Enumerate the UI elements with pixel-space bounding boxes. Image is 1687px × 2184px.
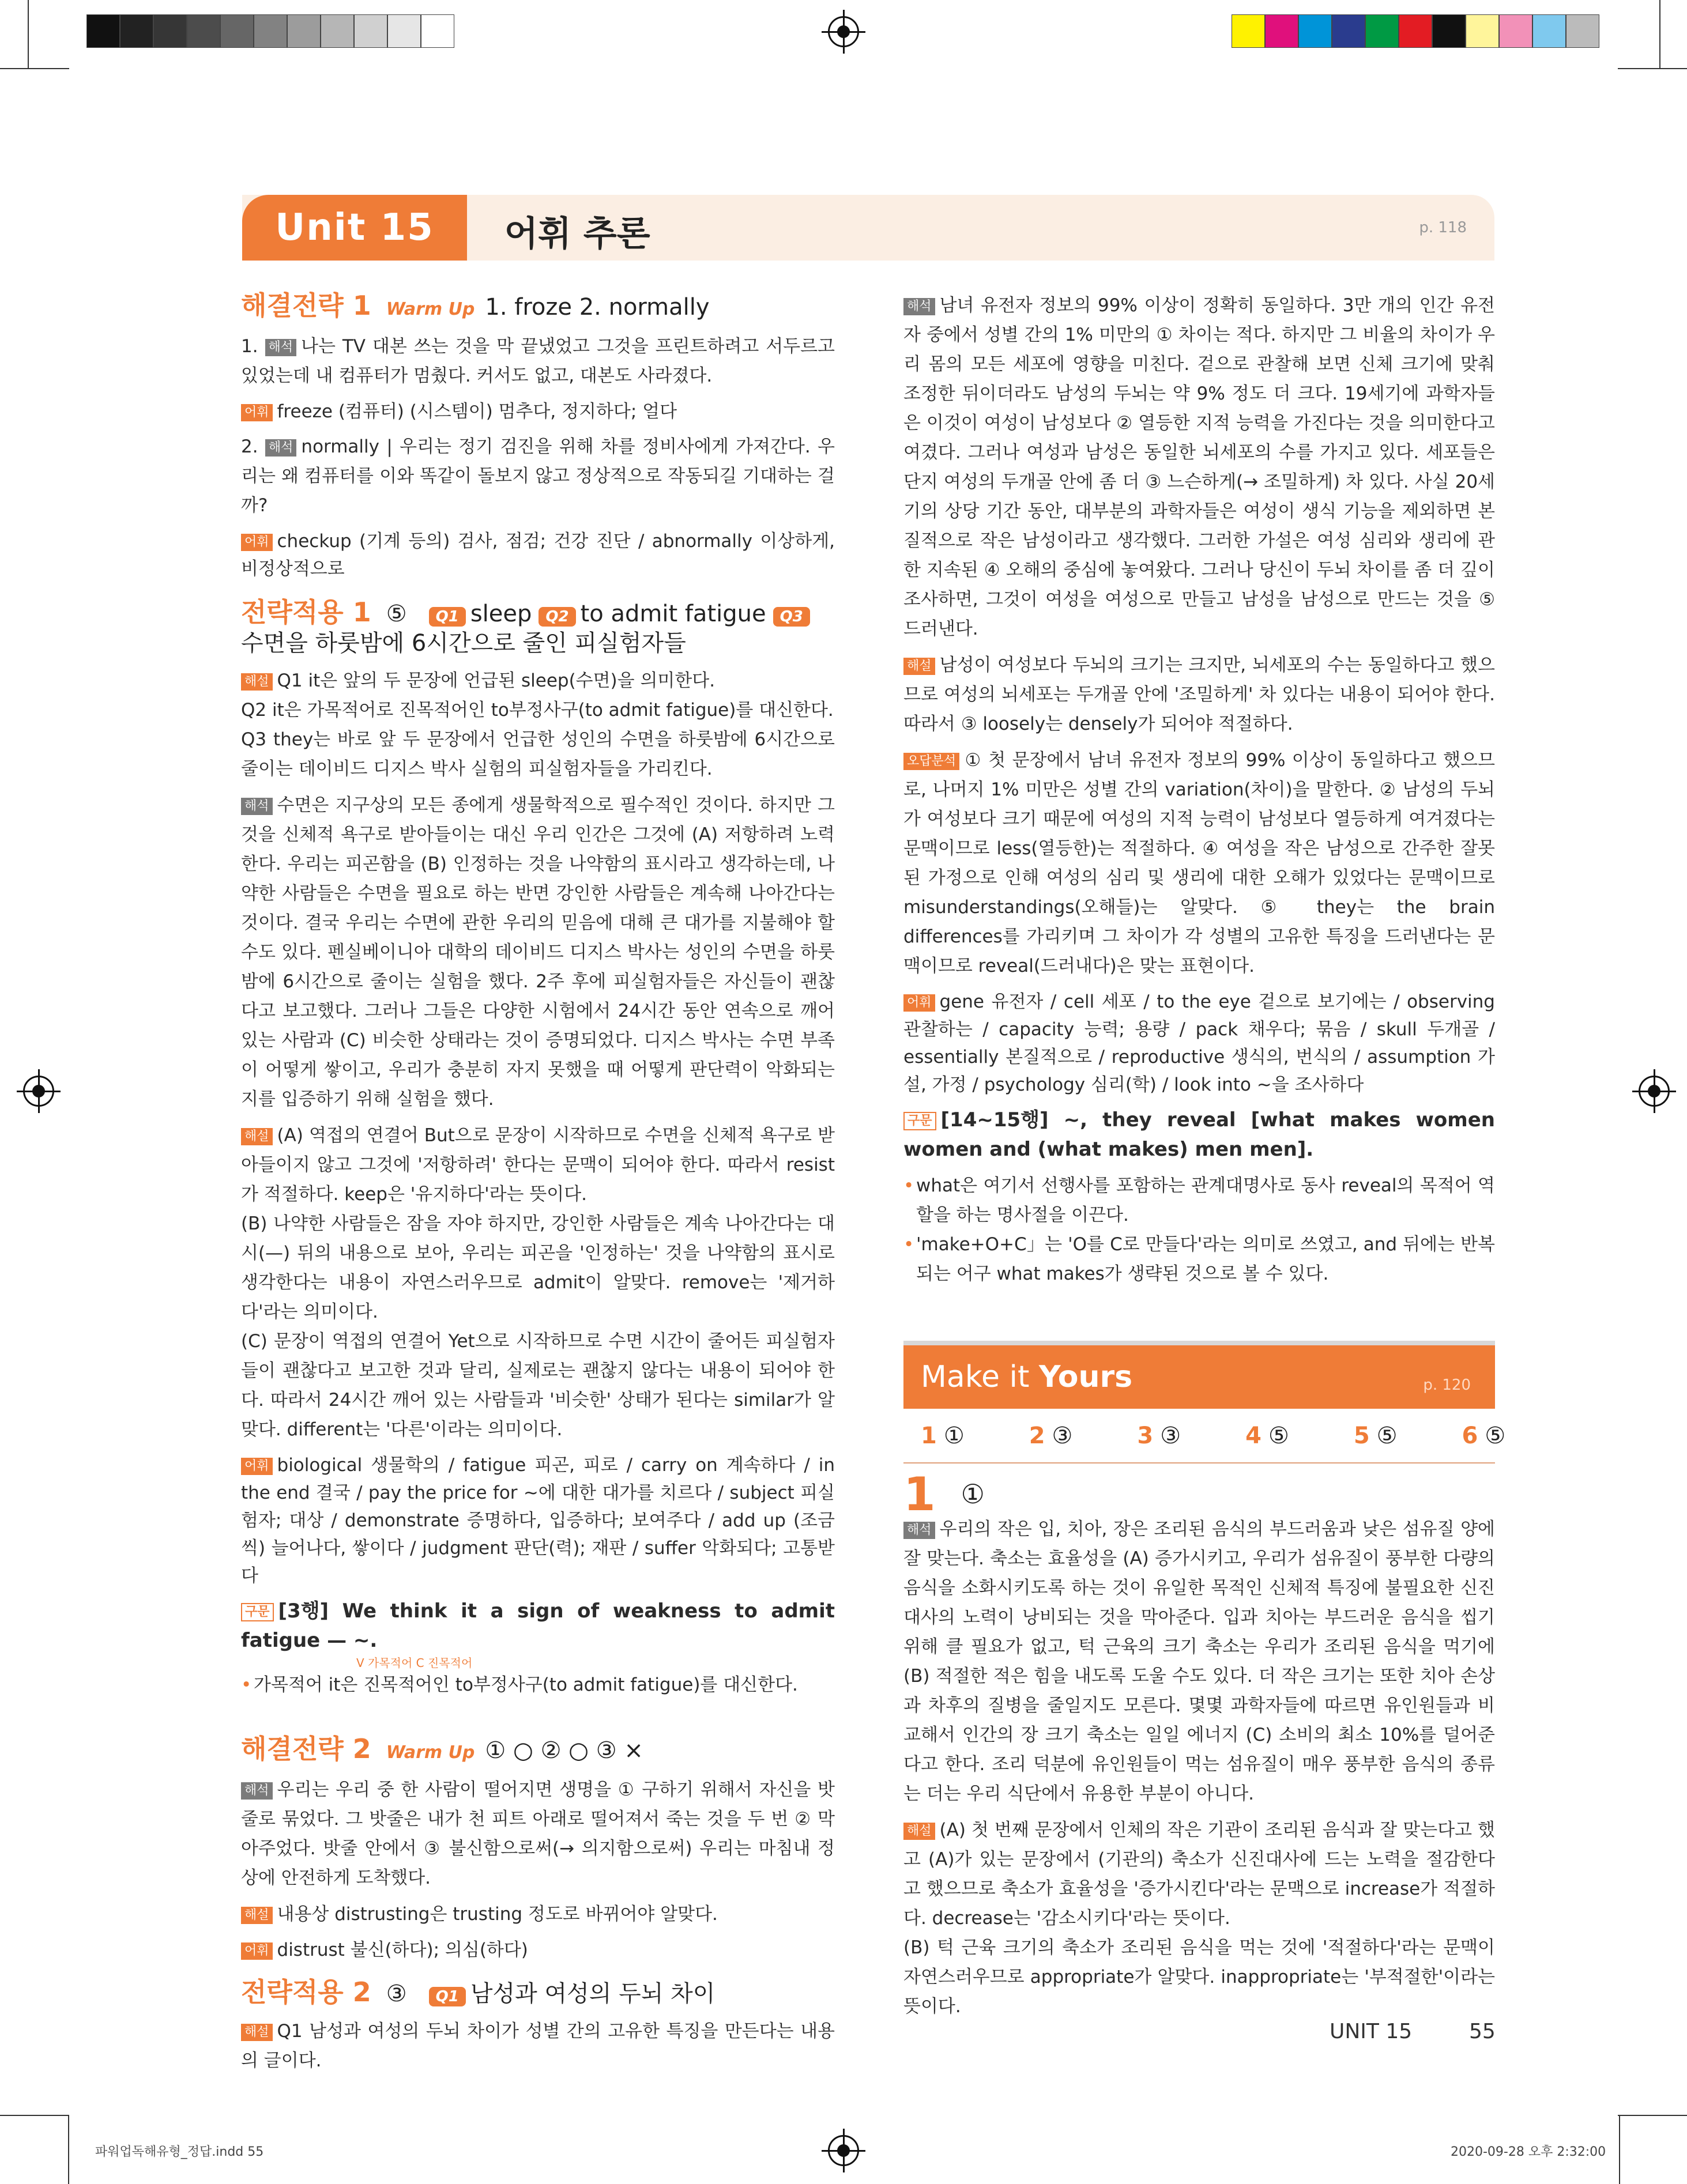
crop-mark	[1619, 2115, 1620, 2184]
print-timestamp: 2020-09-28 오후 2:32:00	[1451, 2145, 1606, 2159]
make-it-yours-title: Make it Yours	[921, 1359, 1133, 1394]
question-tag: Q1	[429, 1987, 466, 2006]
section-title: 전략적용 1	[241, 597, 371, 628]
question-tag: Q3	[773, 607, 810, 627]
section-title: 해결전략 1	[241, 290, 371, 321]
grammar-sentence: [3행] We think it a sign of weakness to admit fatigue — ~.	[241, 1600, 835, 1652]
answer-key-item: 1 ①	[921, 1423, 965, 1449]
file-slug: 파워업독해유형_정답.indd 55	[95, 2145, 264, 2159]
unit-title: 어휘 추론	[504, 214, 650, 254]
explanation: 해설 (A) 역접의 연결어 But으로 문장이 시작하므로 수면을 신체적 욕구로 받아들이지 않고 그것에 '저항하려' 한다는 문맥이 되어야 한다. 따라서 resist가 적절하다. keep은 '유지하다'라는 뜻이다.	[241, 1125, 835, 1205]
question-answer: ①	[961, 1478, 985, 1510]
crop-mark	[0, 68, 69, 69]
vocab-note: 어휘 gene 유전자 / cell 세포 / to the eye 겉으로 보기에는 / observing 관찰하는 / capacity 능력; 용량 / pack 채우다; 묶음 / skull 두개골 / essentially 본질적으로 / reproductive 생식의, 번식의 / assumption 가설, 가정 / psychology 심리(학) / look into ~을 조사하다	[903, 991, 1495, 1095]
section-title: 전략적용 2	[241, 1976, 371, 2008]
paragraph: 2. 해석 normally | 우리는 정기 검진을 위해 차를 정비사에게 가져간다. 우리는 왜 컴퓨터를 이와 똑같이 돌보지 않고 정상적으로 작동되길 기대하는 걸까?	[241, 436, 835, 516]
question-tag: Q1	[429, 607, 466, 627]
explanation: 해설 남성이 여성보다 두뇌의 크기는 크지만, 뇌세포의 수는 동일하다고 했으므로 여성의 뇌세포는 두개골 안에 '조밀하게' 차 있다는 내용이 되어야 한다. 따라서 ③ loosely는 densely가 되어야 적절하다.	[903, 655, 1495, 734]
answer-key-item: 2 ③	[1029, 1423, 1073, 1449]
left-column	[241, 291, 835, 2083]
unit-label: Unit 15	[242, 195, 467, 261]
answer: ③	[386, 1981, 407, 2007]
grammar-line	[903, 1106, 1495, 1164]
question-tag: Q2	[539, 607, 575, 627]
make-it-yours-banner	[903, 1341, 1495, 1409]
explanation: 해설 (A) 첫 번째 문장에서 인체의 작은 기관이 조리된 음식과 잘 맞는다고 했고 (A)가 있는 문장에서 (기관의) 축소가 신진대사에 드는 노력을 절감한다고 했으므로 축소가 효율성을 '증가시킨다'라는 문맥으로 increase가 적절하다. decrease는 '감소시키다'라는 뜻이다.	[903, 1820, 1495, 1929]
registration-mark-icon	[23, 1076, 54, 1107]
warmup-answer: ① ○ ② ○ ③ ×	[485, 1737, 643, 1764]
section-strategy-2	[241, 1734, 835, 1767]
question-answer: sleep	[470, 601, 532, 627]
grammar-tag: 구문	[903, 1112, 936, 1130]
vocab-note: 어휘 distrust 불신(하다); 의심(하다)	[241, 1936, 835, 1964]
translation: 해석 수면은 지구상의 모든 종에게 생물학적으로 필수적인 것이다. 하지만 그것을 신체적 욕구로 받아들이는 대신 우리 인간은 그것에 (A) 저항하려 노력한다. 우리는 피곤함을 (B) 인정하는 것을 나약함의 표시라고 생각하는데, 나약한 사람들은 수면을 필요로 하는 반면 강인한 사람들은 계속해 나아간다는 것이다. 결국 우리는 수면에 관한 우리의 믿음에 대해 큰 대가를 지불해야 할 수도 있다. 펜실베이니아 대학의 데이비드 디지스 박사는 성인의 수면을 하룻밤에 6시간으로 줄이는 실험을 했다. 2주 후에 피실험자들은 자신들이 괜찮다고 보고했다. 그러나 그들은 다양한 시험에서 24시간 동안 연속으로 깨어 있는 사람과 (C) 비슷한 상태라는 것이 증명되었다. 디지스 박사는 수면 부족이 어떻게 쌓이고, 우리가 충분히 자지 못했을 때 어떻게 판단력이 악화되는지를 입증하기 위해 실험을 했다.	[241, 795, 835, 1110]
warmup-label: Warm Up	[386, 1742, 475, 1763]
crop-mark	[1618, 68, 1687, 69]
explanation: (B) 턱 근육 크기의 축소가 조리된 음식을 먹는 것에 '적절하다'라는 문맥이 자연스러우므로 appropriate가 알맞다. inappropriate는 '부적절한'이라는 뜻이다.	[903, 1937, 1495, 2017]
grammar-sentence: [14~15행] ~, they reveal [what makes women women and (what makes) men men].	[903, 1108, 1495, 1161]
explanation: Q3 they는 바로 앞 두 문장에서 언급한 성인의 수면을 하룻밤에 6시간으로 줄이는 데이비드 디지스 박사 실험의 피실험자들을 가리킨다.	[241, 729, 835, 779]
grammar-line	[241, 1597, 835, 1655]
right-column	[903, 291, 1506, 2021]
paragraph: 1. 해석 나는 TV 대본 쓰는 것을 막 끝냈었고 그것을 프린트하려고 서두르고 있었는데 내 컴퓨터가 멈췄다. 커서도 없고, 대본도 사라졌다.	[241, 336, 835, 386]
question-answer: 남성과 여성의 두뇌 차이	[470, 1981, 716, 2007]
warmup-label: Warm Up	[386, 299, 475, 319]
translation: 해석 남녀 유전자 정보의 99% 이상이 정확히 동일하다. 3만 개의 인간 유전자 중에서 성별 간의 1% 미만의 ① 차이는 적다. 하지만 그 비율의 차이가 우리 몸의 모든 세포에 영향을 미친다. 겉으로 관찰해 보면 신체 크기에 맞춰 조정한 뒤이더라도 남성의 두뇌는 약 9% 정도 더 크다. 19세기에 과학자들은 이것이 여성이 남성보다 ② 열등한 지적 능력을 가진다는 것을 의미한다고 여겼다. 그러나 여성과 남성은 동일한 뇌세포의 수를 가지고 있다. 세포들은 단지 여성의 두개골 안에 좀 더 ③ 느슨하게(→ 조밀하게) 차 있다. 사실 20세기의 상당 기간 동안, 대부분의 과학자들은 여성이 생식 기능을 제외하면 본질적으로 작은 남성이라고 생각했다. 그러한 가설은 여성 심리와 생리에 관한 지속된 ④ 오해의 중심에 놓여왔다. 그러나 당신이 두뇌 차이를 좀 더 깊이 조사하면, 그것이 여성을 여성으로 만들고 남성을 남성으로 만드는 것을 ⑤ 드러낸다.	[903, 295, 1495, 639]
grammar-labels: V 가목적어 C 진목적어	[356, 1656, 473, 1670]
crop-mark	[68, 2115, 69, 2184]
grammar-note: • 가목적어 it은 진목적어인 to부정사구(to admit fatigue)를 대신한다.	[241, 1670, 835, 1700]
vocab-note: 어휘 biological 생물학의 / fatigue 피곤, 피로 / carry on 계속하다 / in the end 결국 / pay the price for ~에 대한 대가를 치르다 / subject 피실험자; 대상 / demonstrate 증명하다, 입증하다; 보여주다 / add up (조금씩) 늘어나다, 쌓이다 / judgment 판단(력); 재판 / suffer 악화되다; 고통받다	[241, 1455, 835, 1586]
explanation: 해설 Q1 it은 앞의 두 문장에 언급된 sleep(수면)을 의미한다.	[241, 666, 835, 696]
explanation: (B) 나약한 사람들은 잠을 자야 하지만, 강인한 사람들은 계속 나아간다는 대시(—) 뒤의 내용으로 보아, 우리는 피곤을 '인정하는' 것을 나약함의 표시로 생각한다는 내용이 자연스러우므로 admit이 알맞다. remove는 '제거하다'라는 의미이다.	[241, 1213, 835, 1322]
answer-key-item: 3 ③	[1137, 1423, 1181, 1449]
crop-mark	[28, 0, 29, 69]
translation: 해석 우리의 작은 입, 치아, 장은 조리된 음식의 부드러움과 낮은 섬유질 양에 잘 맞는다. 축소는 효율성을 (A) 증가시키고, 우리가 섬유질이 풍부한 다량의 음식을 소화시키도록 하는 것이 유일한 목적인 신체적 특징에 불필요한 신진대사의 노력이 낭비되는 것을 막아준다. 입과 치아는 부드러운 음식을 씹기 위해 클 필요가 없고, 턱 근육의 크기 축소는 우리가 조리된 음식을 먹기에 (B) 적절한 적은 힘을 내도록 도울 수도 있다. 더 작은 크기는 또한 치아 손상과 차후의 질병을 줄일지도 모른다. 몇몇 과학자들에 따르면 유인원들과 비교해서 인간의 장 크기 축소는 일일 에너지 (C) 소비의 최소 10%를 덜어준다고 한다. 조리 덕분에 유인원들이 먹는 섬유질이 매우 풍부한 음식의 종류는 더는 우리 식단에서 유용한 부분이 아니다.	[903, 1519, 1495, 1804]
explanation: 해설 Q1 남성과 여성의 두뇌 차이가 성별 간의 고유한 특징을 만든다는 내용의 글이다.	[241, 2021, 835, 2071]
wrong-answer-analysis: 오답분석 ① 첫 문장에서 남녀 유전자 정보의 99% 이상이 동일하다고 했으므로, 나머지 1% 미만은 성별 간의 variation(차이)을 말한다. ② 남성의 두뇌가 여성보다 크기 때문에 여성의 지적 능력이 남성보다 열등하게 여겨졌다는 문맥이므로 less(열등한)는 적절하다. ④ 여성을 작은 남성으로 간주한 잘못된 가정으로 인해 여성의 심리 및 생리에 대한 오해가 있었다는 문맥이므로 misunderstandings(오해들)는 알맞다. ⑤ they는 the brain differences를 가리키며 그 차이가 각 성별의 고유한 특징을 드러낸다는 문맥이므로 reveal(드러내다)은 맞는 표현이다.	[903, 750, 1495, 976]
page-reference: p. 118	[1419, 219, 1467, 236]
question-answer: to admit fatigue	[580, 601, 766, 627]
registration-mark-icon	[828, 2135, 859, 2166]
unit-header	[242, 195, 1494, 261]
page-number: 55	[1469, 2020, 1496, 2043]
answer-key-item: 5 ⑤	[1353, 1423, 1398, 1449]
vocab-note: 어휘 freeze (컴퓨터) (시스템이) 멈추다, 정지하다; 얼다	[241, 398, 835, 425]
explanation: Q2 it은 가목적어로 진목적어인 to부정사구(to admit fatigue)를 대신한다.	[241, 700, 834, 721]
question-heading: 1 ①	[903, 1468, 985, 1521]
warmup-answer: 1. froze 2. normally	[485, 294, 710, 320]
section-application-2	[241, 1978, 835, 2009]
explanation: (C) 문장이 역접의 연결어 Yet으로 시작하므로 수면 시간이 줄어든 피실험자들이 괜찮다고 보고한 것과 달리, 실제로는 괜찮지 않다는 내용이 되어야 한다. 따라서 24시간 깨어 있는 사람들과 '비슷한' 상태가 된다는 similar가 알맞다. different는 '다른'이라는 의미이다.	[241, 1331, 835, 1440]
question-answer: 수면을 하룻밤에 6시간으로 줄인 피실험자들	[241, 630, 686, 657]
grammar-note: • 'make+O+C」는 'O를 C로 만들다'라는 의미로 쓰였고, and 뒤에는 반복되는 어구 what makes가 생략된 것으로 볼 수 있다.	[903, 1230, 1495, 1289]
page-reference: p. 120	[1423, 1376, 1471, 1394]
section-title: 해결전략 2	[241, 1733, 371, 1764]
crop-mark	[0, 2115, 69, 2116]
grammar-note: • what은 여기서 선행사를 포함하는 관계대명사로 동사 reveal의 목적어 역할을 하는 명사절을 이끈다.	[903, 1171, 1495, 1230]
answer-key-row	[903, 1409, 1506, 1463]
explanation: 해설 내용상 distrusting은 trusting 정도로 바뀌어야 알맞다.	[241, 1900, 835, 1929]
grammar-tag: 구문	[241, 1603, 274, 1621]
crop-mark	[1659, 0, 1660, 69]
registration-mark-icon	[828, 16, 859, 47]
section-strategy-1	[241, 291, 835, 324]
answer-key-item: 6 ⑤	[1462, 1423, 1506, 1449]
answer: ⑤	[386, 601, 407, 627]
vocab-note: 어휘 checkup (기계 등의) 검사, 점검; 건강 진단 / abnormally 이상하게, 비정상적으로	[241, 531, 835, 579]
section-application-1	[241, 598, 835, 658]
crop-mark	[1618, 2115, 1687, 2116]
translation: 해석 우리는 우리 중 한 사람이 떨어지면 생명을 ① 구하기 위해서 자신을 밧줄로 묶었다. 그 밧줄은 내가 천 피트 아래로 떨어져서 죽는 것을 두 번 ② 막아주었다. 밧줄 안에서 ③ 불신함으로써(→ 의지함으로써) 우리는 마침내 정상에 안전하게 도착했다.	[241, 1779, 835, 1888]
registration-mark-icon	[1639, 1076, 1670, 1107]
answer-key-item: 4 ⑤	[1245, 1423, 1289, 1449]
footer-unit: UNIT 15	[1330, 2020, 1413, 2043]
